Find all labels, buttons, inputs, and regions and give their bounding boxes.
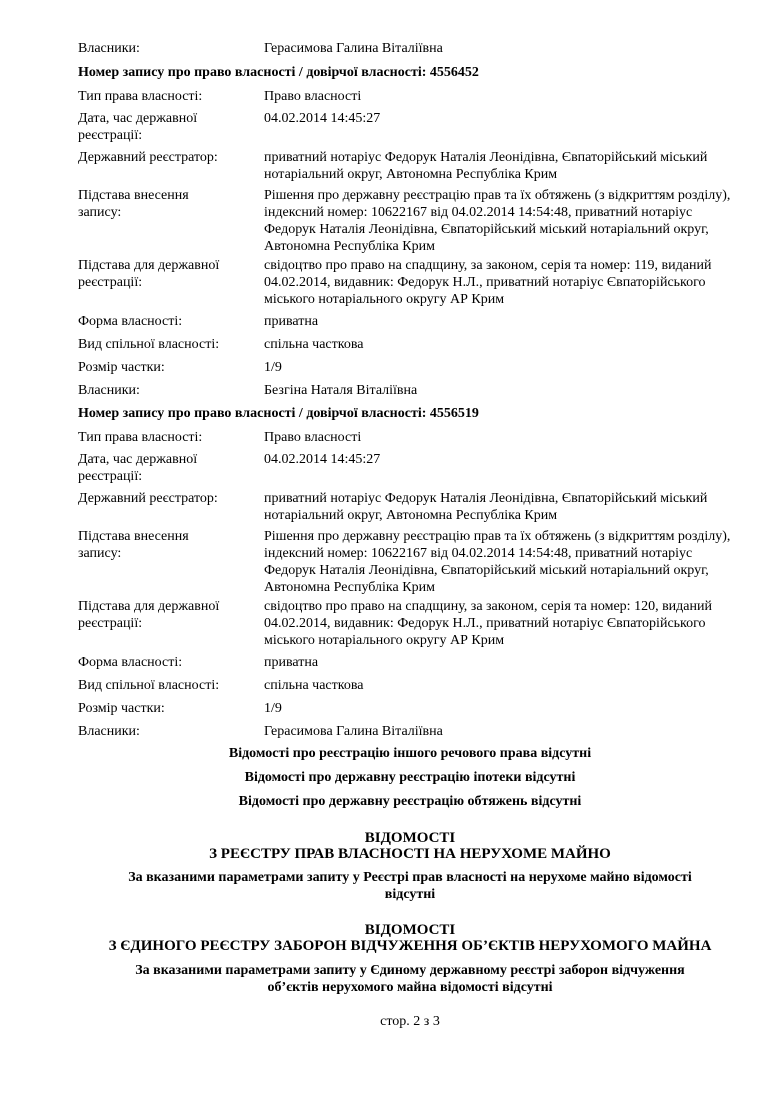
field-value: приватна	[264, 655, 319, 670]
notice-other-rights: Відомості про реєстрацію іншого речового права відсутні	[228, 746, 592, 761]
field-label: Дата, час державної реєстрації:	[78, 452, 198, 484]
notice-encumbrances: Відомості про державну реєстрацію обтяжень відсутні	[238, 794, 582, 809]
field-value: приватний нотаріус Федорук Наталія Леонідівна, Євпаторійський міський нотаріальний округ, Автономна Республіка Крим	[264, 491, 708, 523]
field-label: Власники:	[78, 383, 140, 398]
field-value: свідоцтво про право на спадщину, за законом, серія та номер: 120, виданий 04.02.2014, видавник: Федорук Н.Л., приватний нотаріус Євпаторійського міського нотаріального округу АР Крим	[264, 599, 712, 648]
field-label: Розмір частки:	[78, 701, 165, 716]
field-value: Герасимова Галина Віталіївна	[264, 724, 443, 739]
field-label: Вид спільної власності:	[78, 337, 220, 352]
field-label: Форма власності:	[78, 655, 183, 670]
page-number: стор. 2 з 3	[380, 1014, 440, 1029]
field-value: свідоцтво про право на спадщину, за законом, серія та номер: 119, виданий 04.02.2014, видавник: Федорук Н.Л., приватний нотаріус Євпаторійського міського нотаріального округу АР Крим	[264, 258, 712, 307]
section-text-line: За вказаними параметрами запиту у Єдиному державному реєстрі заборон відчуження	[135, 963, 685, 978]
field-value: 04.02.2014 14:45:27	[264, 111, 381, 126]
field-value: Безгіна Наталя Віталіївна	[264, 383, 418, 398]
field-value: приватний нотаріус Федорук Наталія Леонідівна, Євпаторійський міський нотаріальний округ, Автономна Республіка Крим	[264, 150, 708, 182]
field-label: Підстава внесення запису:	[78, 188, 189, 220]
field-value: Герасимова Галина Віталіївна	[264, 41, 443, 56]
section-text-line: За вказаними параметрами запиту у Реєстрі прав власності на нерухоме майно відомості	[128, 870, 692, 885]
field-value: 1/9	[264, 701, 282, 716]
section-text-line: відсутні	[384, 887, 436, 902]
record-header: Номер запису про право власності / довірчої власності: 4556519	[78, 406, 479, 421]
section-text-line: об’єктів нерухомого майна відомості відсутні	[267, 980, 553, 995]
field-label: Державний реєстратор:	[78, 150, 218, 165]
field-label: Форма власності:	[78, 314, 183, 329]
field-label: Дата, час державної реєстрації:	[78, 111, 198, 143]
section-subtitle: З ЄДИНОГО РЕЄСТРУ ЗАБОРОН ВІДЧУЖЕННЯ ОБ’ЄКТІВ НЕРУХОМОГО МАЙНА	[108, 938, 712, 954]
field-label: Тип права власності:	[78, 430, 203, 445]
field-value: приватна	[264, 314, 319, 329]
section-title: ВІДОМОСТІ	[364, 922, 456, 938]
field-label: Власники:	[78, 41, 140, 56]
notice-mortgage: Відомості про державну реєстрацію іпотеки відсутні	[244, 770, 576, 785]
field-label: Власники:	[78, 724, 140, 739]
field-label: Підстава внесення запису:	[78, 529, 189, 561]
section-subtitle: З РЕЄСТРУ ПРАВ ВЛАСНОСТІ НА НЕРУХОМЕ МАЙНО	[209, 846, 611, 862]
field-value: Право власності	[264, 430, 362, 445]
field-value: 1/9	[264, 360, 282, 375]
field-value: Право власності	[264, 89, 362, 104]
field-value: 04.02.2014 14:45:27	[264, 452, 381, 467]
field-label: Державний реєстратор:	[78, 491, 218, 506]
field-label: Розмір частки:	[78, 360, 165, 375]
field-value: спільна часткова	[264, 337, 364, 352]
field-label: Тип права власності:	[78, 89, 203, 104]
record-header: Номер запису про право власності / довірчої власності: 4556452	[78, 65, 479, 80]
field-value: Рішення про державну реєстрацію прав та їх обтяжень (з відкриттям розділу), індексний номер: 10622167 від 04.02.2014 14:54:48, приватний нотаріус Федорук Наталія Леонідівна, Євпаторійський міський нотаріальний округ, Автономна Республіка Крим	[264, 529, 731, 595]
field-label: Підстава для державної реєстрації:	[78, 258, 220, 290]
field-value: спільна часткова	[264, 678, 364, 693]
field-label: Підстава для державної реєстрації:	[78, 599, 220, 631]
section-title: ВІДОМОСТІ	[364, 830, 456, 846]
field-value: Рішення про державну реєстрацію прав та їх обтяжень (з відкриттям розділу), індексний номер: 10622167 від 04.02.2014 14:54:48, приватний нотаріус Федорук Наталія Леонідівна, Євпаторійський міський нотаріальний округ, Автономна Республіка Крим	[264, 188, 731, 254]
field-label: Вид спільної власності:	[78, 678, 220, 693]
